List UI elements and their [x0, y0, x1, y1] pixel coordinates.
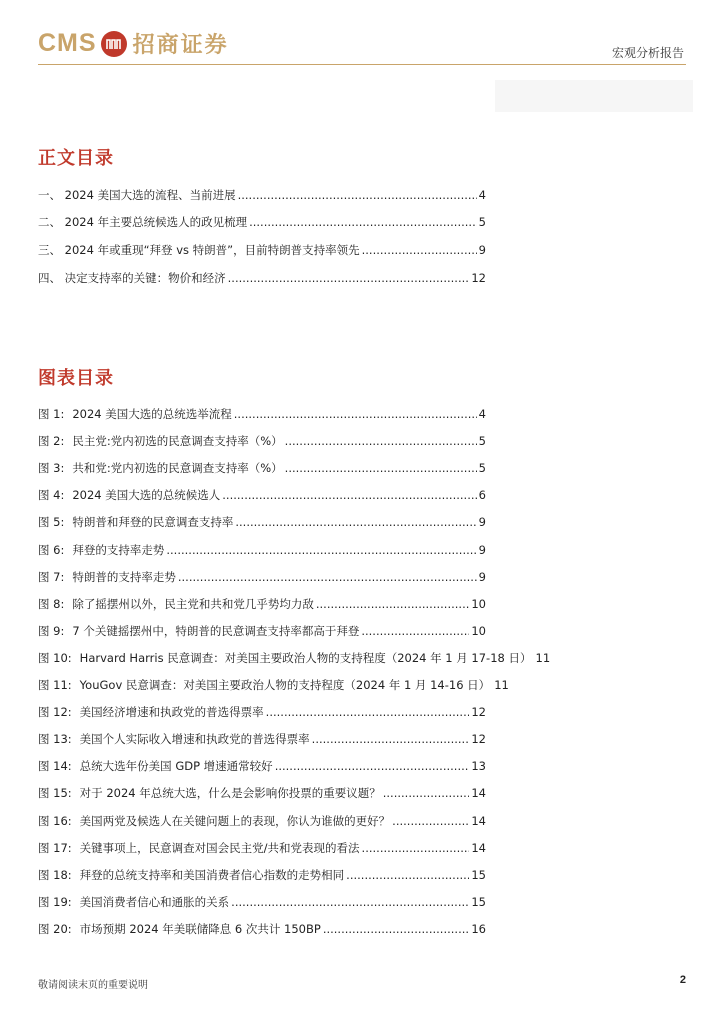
leader-dots [231, 894, 469, 910]
leader-dots [392, 813, 469, 829]
figure-entry-label: 民主党:党内初选的民意调查支持率（%） [72, 434, 283, 448]
leader-dots [361, 623, 469, 639]
leader-dots [222, 487, 476, 503]
figure-entry[interactable] [38, 731, 486, 747]
figure-entry-page: 10 [471, 597, 486, 611]
figure-entry-page: 14 [471, 814, 486, 828]
figure-entry-page: 12 [471, 705, 486, 719]
figure-entry-label: 2024 美国大选的总统选举流程 [72, 407, 232, 421]
figure-entry[interactable] [38, 650, 600, 666]
toc-entry[interactable] [38, 270, 486, 286]
figure-entry-page: 9 [478, 570, 486, 584]
figure-entry[interactable] [38, 704, 486, 720]
figure-entry[interactable] [38, 867, 486, 883]
figure-entry[interactable] [38, 921, 486, 937]
figure-entry[interactable] [38, 758, 486, 774]
figures-title: 图表目录 [38, 368, 114, 389]
leader-dots [316, 596, 470, 612]
figure-entry-page: 14 [471, 841, 486, 855]
figure-entry[interactable] [38, 406, 486, 422]
leader-dots [323, 921, 470, 937]
figure-number: 图 15: [38, 786, 72, 800]
leader-dots [275, 758, 470, 774]
leader-dots [166, 542, 476, 558]
figure-entry-page: 15 [471, 895, 486, 909]
leader-dots [266, 704, 470, 720]
logo-text: CMS [38, 29, 97, 57]
leader-dots [228, 270, 470, 286]
figure-entry-label: 总统大选年份美国 GDP 增速通常较好 [79, 759, 273, 773]
figure-entry[interactable] [38, 894, 486, 910]
figure-number: 图 10: [38, 651, 72, 665]
figure-number: 图 3: [38, 461, 65, 475]
header-divider [38, 64, 686, 65]
figure-entry-page: 9 [478, 543, 486, 557]
figure-number: 图 5: [38, 515, 65, 529]
figure-entry-label: 关键事项上，民意调查对国会民主党/共和党表现的看法 [79, 841, 360, 855]
grey-placeholder-box [495, 80, 693, 112]
leader-dots [285, 460, 477, 476]
figure-number: 图 9: [38, 624, 65, 638]
leader-dots [285, 433, 477, 449]
figure-entry-label: 美国经济增速和执政党的普选得票率 [79, 705, 264, 719]
figure-entry-page: 16 [471, 922, 486, 936]
toc-entry[interactable] [38, 214, 486, 230]
figure-entry-label: Harvard Harris 民意调查：对美国主要政治人物的支持程度（2024 年 1 月 17-18 日） [79, 651, 532, 665]
figure-entry[interactable] [38, 433, 486, 449]
leader-dots [178, 569, 477, 585]
figure-entry-page: 12 [471, 732, 486, 746]
figure-entry[interactable] [38, 487, 486, 503]
figure-number: 图 16: [38, 814, 72, 828]
figure-entry-page: 4 [478, 407, 486, 421]
figure-number: 图 8: [38, 597, 65, 611]
figure-entry-page: 13 [471, 759, 486, 773]
figure-entry-page: 15 [471, 868, 486, 882]
figure-entry[interactable] [38, 813, 486, 829]
leader-dots [235, 514, 476, 530]
figure-entry-page: 9 [478, 515, 486, 529]
figure-entry-label: 拜登的总统支持率和美国消费者信心指数的走势相同 [79, 868, 345, 882]
figure-entry-label: 特朗普的支持率走势 [72, 570, 176, 584]
figure-entry[interactable] [38, 569, 486, 585]
figure-entry-page: 6 [478, 488, 486, 502]
figure-entry[interactable] [38, 677, 600, 693]
figure-number: 图 13: [38, 732, 72, 746]
figure-number: 图 11: [38, 678, 72, 692]
toc-entry[interactable] [38, 242, 486, 258]
leader-dots [362, 840, 470, 856]
figure-number: 图 1: [38, 407, 65, 421]
figure-number: 图 7: [38, 570, 65, 584]
toc-entry-label: 四、 决定支持率的关键：物价和经济 [38, 271, 226, 285]
footer-page-number: 2 [679, 974, 686, 986]
page-header [38, 24, 686, 68]
figure-number: 图 18: [38, 868, 72, 882]
toc-entry-label: 一、 2024 美国大选的流程、当前进展 [38, 188, 236, 202]
figure-entry[interactable] [38, 542, 486, 558]
toc-entry-page: 12 [471, 271, 486, 285]
figure-entry[interactable] [38, 514, 486, 530]
footer-disclaimer: 敬请阅读末页的重要说明 [38, 980, 148, 991]
figure-entry-label: 共和党:党内初选的民意调查支持率（%） [72, 461, 283, 475]
figure-number: 图 14: [38, 759, 72, 773]
figure-entry-page: 10 [471, 624, 486, 638]
figure-entry-label: 特朗普和拜登的民意调查支持率 [72, 515, 234, 529]
leader-dots [249, 214, 477, 230]
figure-entry-label: 对于 2024 年总统大选，什么是会影响你投票的重要议题？ [79, 786, 381, 800]
figure-entry[interactable] [38, 785, 486, 801]
toc-entry-page: 9 [478, 243, 486, 257]
figure-entry-label: 除了摇摆州以外，民主党和共和党几乎势均力敌 [72, 597, 314, 611]
toc-entry[interactable] [38, 187, 486, 203]
logo-emblem-icon [101, 31, 127, 57]
logo-chinese-name: 招商证券 [132, 32, 229, 58]
toc-entry-label: 二、 2024 年主要总统候选人的政见梳理 [38, 215, 248, 229]
figure-number: 图 12: [38, 705, 72, 719]
figure-entry[interactable] [38, 623, 486, 639]
figure-entry-label: 拜登的支持率走势 [72, 543, 165, 557]
figure-number: 图 20: [38, 922, 72, 936]
figure-entry-label: 2024 美国大选的总统候选人 [72, 488, 221, 502]
leader-dots [346, 867, 469, 883]
figure-entry-label: 美国个人实际收入增速和执政党的普选得票率 [79, 732, 310, 746]
figure-entry-label: 美国两党及候选人在关键问题上的表现，你认为谁做的更好？ [79, 814, 391, 828]
figure-entry-page: 14 [471, 786, 486, 800]
figure-entry-page: 5 [478, 434, 486, 448]
toc-title: 正文目录 [38, 148, 114, 169]
leader-dots [362, 242, 477, 258]
leader-dots [383, 785, 470, 801]
figure-number: 图 17: [38, 841, 72, 855]
figure-entry-page: 5 [478, 461, 486, 475]
report-type: 宏观分析报告 [611, 46, 684, 60]
figure-number: 图 6: [38, 543, 65, 557]
toc-entry-label: 三、 2024 年或重现“拜登 vs 特朗普”，目前特朗普支持率领先 [38, 243, 360, 257]
figure-number: 图 2: [38, 434, 65, 448]
figure-entry[interactable] [38, 840, 486, 856]
leader-dots [238, 187, 477, 203]
figure-number: 图 4: [38, 488, 65, 502]
toc-entry-page: 4 [478, 188, 486, 202]
figure-entry-page: 11 [535, 651, 551, 665]
company-logo [38, 28, 229, 59]
figure-entry-page: 11 [494, 678, 509, 692]
figure-entry-label: 美国消费者信心和通胀的关系 [79, 895, 230, 909]
figure-entry[interactable] [38, 596, 486, 612]
toc-entry-page: 5 [478, 215, 486, 229]
figure-entry-label: 7 个关键摇摆州中，特朗普的民意调查支持率都高于拜登 [72, 624, 360, 638]
figure-entry[interactable] [38, 460, 486, 476]
figure-entry-label: 市场预期 2024 年美联储降息 6 次共计 150BP [79, 922, 321, 936]
leader-dots [312, 731, 470, 747]
figure-number: 图 19: [38, 895, 72, 909]
figure-entry-label: YouGov 民意调查：对美国主要政治人物的支持程度（2024 年 1 月 14-16 日） [79, 678, 491, 692]
leader-dots [234, 406, 477, 422]
